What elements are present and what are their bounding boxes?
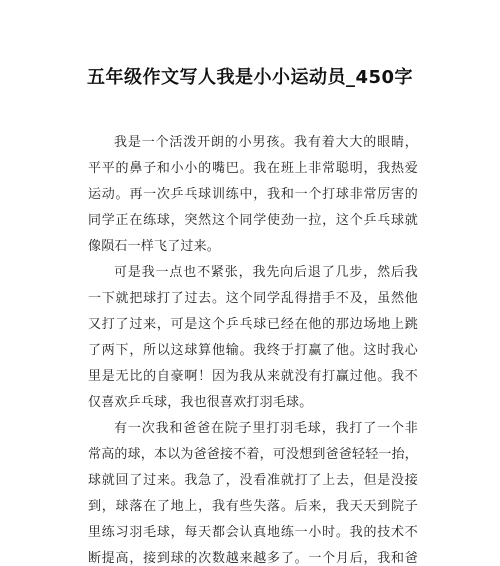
text-line: 里练习羽毛球，每天都会认真地练一小时。我的技术不 (88, 525, 418, 540)
text-line: 我是一个活泼开朗的小男孩。我有着大大的眼睛， (114, 135, 418, 150)
document-title: 五年级作文写人我是小小运动员_450字 (86, 67, 414, 88)
document-body (88, 130, 418, 566)
text-line: 里是无比的自豪啊！因为我从来就没有打赢过他。我不 (88, 369, 418, 384)
text-line: 仅喜欢乒乓球，我也很喜欢打羽毛球。 (88, 395, 313, 410)
text-line: 像陨石一样飞了过来。 (88, 239, 221, 254)
text-line: 有一次我和爸爸在院子里打羽毛球，我打了一个非 (114, 421, 418, 436)
text-line: 同学正在练球，突然这个同学使劲一拉，这个乒乓球就 (88, 213, 418, 228)
text-line: 运动。再一次乒乓球训练中，我和一个打球非常厉害的 (88, 187, 418, 202)
text-line: 了两下，所以这球算他输。我终于打赢了他。这时我心 (88, 343, 418, 358)
text-line: 球就回了过来。我急了，没看准就打了上去，但是没接 (88, 473, 418, 488)
text-line: 断提高，接到球的次数越来越多了。一个月后，我和爸 (88, 551, 418, 566)
text-line: 又打了过来，可是这个乒乓球已经在他的那边场地上跳 (88, 317, 418, 332)
text-line: 常高的球，本以为爸爸接不着，可没想到爸爸轻轻一抬， (88, 447, 419, 462)
text-line: 可是我一点也不紧张，我先向后退了几步，然后我 (114, 265, 418, 280)
text-line: 平平的鼻子和小小的嘴巴。我在班上非常聪明，我热爱 (88, 161, 418, 176)
text-line: 一下就把球打了过去。这个同学乱得措手不及，虽然他 (88, 291, 418, 306)
text-line: 到，球落在了地上，我有些失落。后来，我天天到院子 (88, 499, 418, 514)
